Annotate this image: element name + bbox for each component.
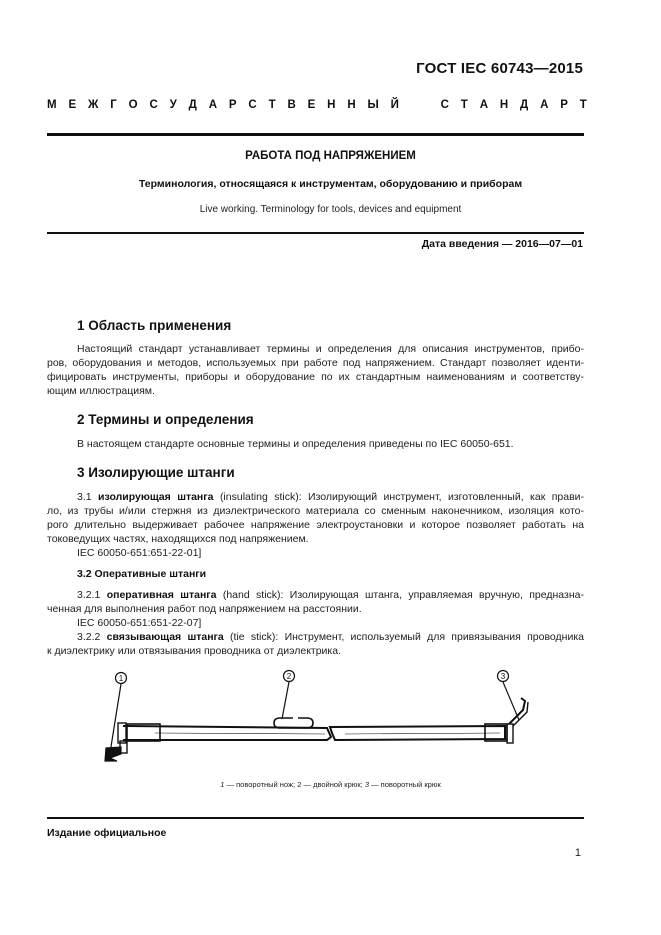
banner-letter: С (248, 99, 257, 111)
page-number: 1 (574, 847, 581, 859)
callout-2-label: 2 (286, 672, 292, 681)
banner-letter: Й (390, 99, 399, 111)
reference: IEC 60050-651:651-22-01] (77, 547, 202, 559)
term-number: 3.1 (77, 491, 92, 503)
title-rule (47, 232, 584, 234)
banner-letter: Т (460, 99, 468, 111)
term-3-1 (47, 490, 584, 560)
caption-number: 2 (297, 780, 302, 789)
section-2-heading: 2 Термины и определения (77, 412, 254, 427)
caption-text: — поворотный нож; (224, 780, 298, 789)
banner-letter: А (479, 99, 488, 111)
term-definition: (tie stick): Инструмент, используемый для привязывания проводника (230, 631, 584, 643)
banner-letter: А (208, 99, 218, 111)
section-1-text (47, 342, 584, 398)
banner-letter: Р (228, 99, 237, 111)
tie-stick-illustration (95, 668, 545, 773)
banner-letter: Е (68, 99, 77, 111)
term-name: оперативная штанга (106, 589, 217, 601)
caption-text: — двойной крюк; (301, 780, 365, 789)
banner-letter: В (287, 99, 296, 111)
banner-letter: У (169, 99, 177, 111)
banner-letter: О (128, 99, 138, 111)
text-line: Настоящий стандарт устанавливает термины и определения для описания инструментов, прибо- (77, 343, 584, 355)
tie-stick-figure (95, 668, 545, 773)
banner-letter: М (47, 99, 57, 111)
banner-letter: Д (188, 99, 197, 111)
footer-rule (47, 817, 584, 819)
term-name: связывающая штанга (106, 631, 224, 643)
banner-letter: Г (110, 99, 117, 111)
banner-letter: С (149, 99, 158, 111)
banner-letter: Н (327, 99, 336, 111)
term-number: 3.2.1 (77, 589, 101, 601)
text-line: ров, оборудования и методов, используемых при работе под напряжением. Стандарт позволяет иденти- (47, 357, 584, 369)
text-line: ченная для выполнения работ под напряжением на расстоянии. (47, 603, 362, 615)
banner-letter: Т (579, 99, 587, 111)
callout-1-label: 1 (118, 674, 124, 683)
banner-letter: Н (347, 99, 356, 111)
section-2-text: В настоящем стандарте основные термины и определения приведены по IEC 60050-651. (77, 438, 514, 450)
text-line: ющим иллюстрациям. (47, 385, 155, 397)
caption-number: 1 (220, 780, 225, 789)
section-3-heading: 3 Изолирующие штанги (77, 465, 235, 480)
term-definition: (hand stick): Изолирующая штанга, управляемая вручную, предназна- (222, 589, 584, 601)
term-name: изолирующая штанга (98, 491, 214, 503)
document-title: РАБОТА ПОД НАПРЯЖЕНИЕМ (245, 150, 416, 162)
text-line: фицировать инструменты, приборы и оборудование по их стандартным наименованиям и соответству- (47, 371, 584, 383)
text-line: токоведущих частях, находящихся под напряжением. (47, 533, 309, 545)
banner-letter: Т (268, 99, 276, 111)
effective-date: Дата введения — 2016—07—01 (421, 238, 583, 250)
banner-letter: Д (520, 99, 529, 111)
banner-gap (411, 99, 429, 111)
standard-code: ГОСТ IEC 60743—2015 (416, 60, 583, 77)
document-subtitle: Терминология, относящаяся к инструментам, оборудованию и приборам (138, 178, 523, 190)
banner-letter: Н (499, 99, 509, 111)
english-title: Live working. Terminology for tools, devices and equipment (199, 204, 462, 215)
term-number: 3.2.2 (77, 631, 101, 643)
text-line: ло, из трубы и/или стержня из диэлектрического материала со сменным наконечником, изоляция кото- (47, 505, 584, 517)
figure-caption (0, 780, 661, 789)
term-3-2-1 (47, 588, 584, 658)
caption-number: 3 (364, 780, 369, 789)
reference: IEC 60050-651:651-22-07] (77, 617, 202, 629)
section-1-heading: 1 Область применения (77, 318, 232, 333)
banner-letter: Ж (87, 99, 99, 111)
banner-letter: А (540, 99, 549, 111)
banner-letter: Р (560, 99, 568, 111)
callout-3-label: 3 (500, 672, 506, 681)
caption-text: — поворотный крюк (369, 780, 441, 789)
text-line: к диэлектрику или отвязывания проводника от диэлектрика. (47, 645, 341, 657)
banner-letter: С (440, 99, 449, 111)
header-rule (47, 133, 584, 136)
term-definition: (insulating stick): Изолирующий инструмент, изготовленный, как прави- (219, 491, 585, 503)
text-line: рого длительно выдерживает рабочее напряжение электроустановки и которое позволяет работать на (47, 519, 584, 531)
official-edition-label: Издание официальное (47, 827, 167, 839)
subsection-3-2-heading: 3.2 Оперативные штанги (77, 568, 207, 580)
banner-letter: Е (307, 99, 316, 111)
banner-letter: Ы (367, 99, 379, 111)
interstate-standard-banner (47, 99, 587, 111)
